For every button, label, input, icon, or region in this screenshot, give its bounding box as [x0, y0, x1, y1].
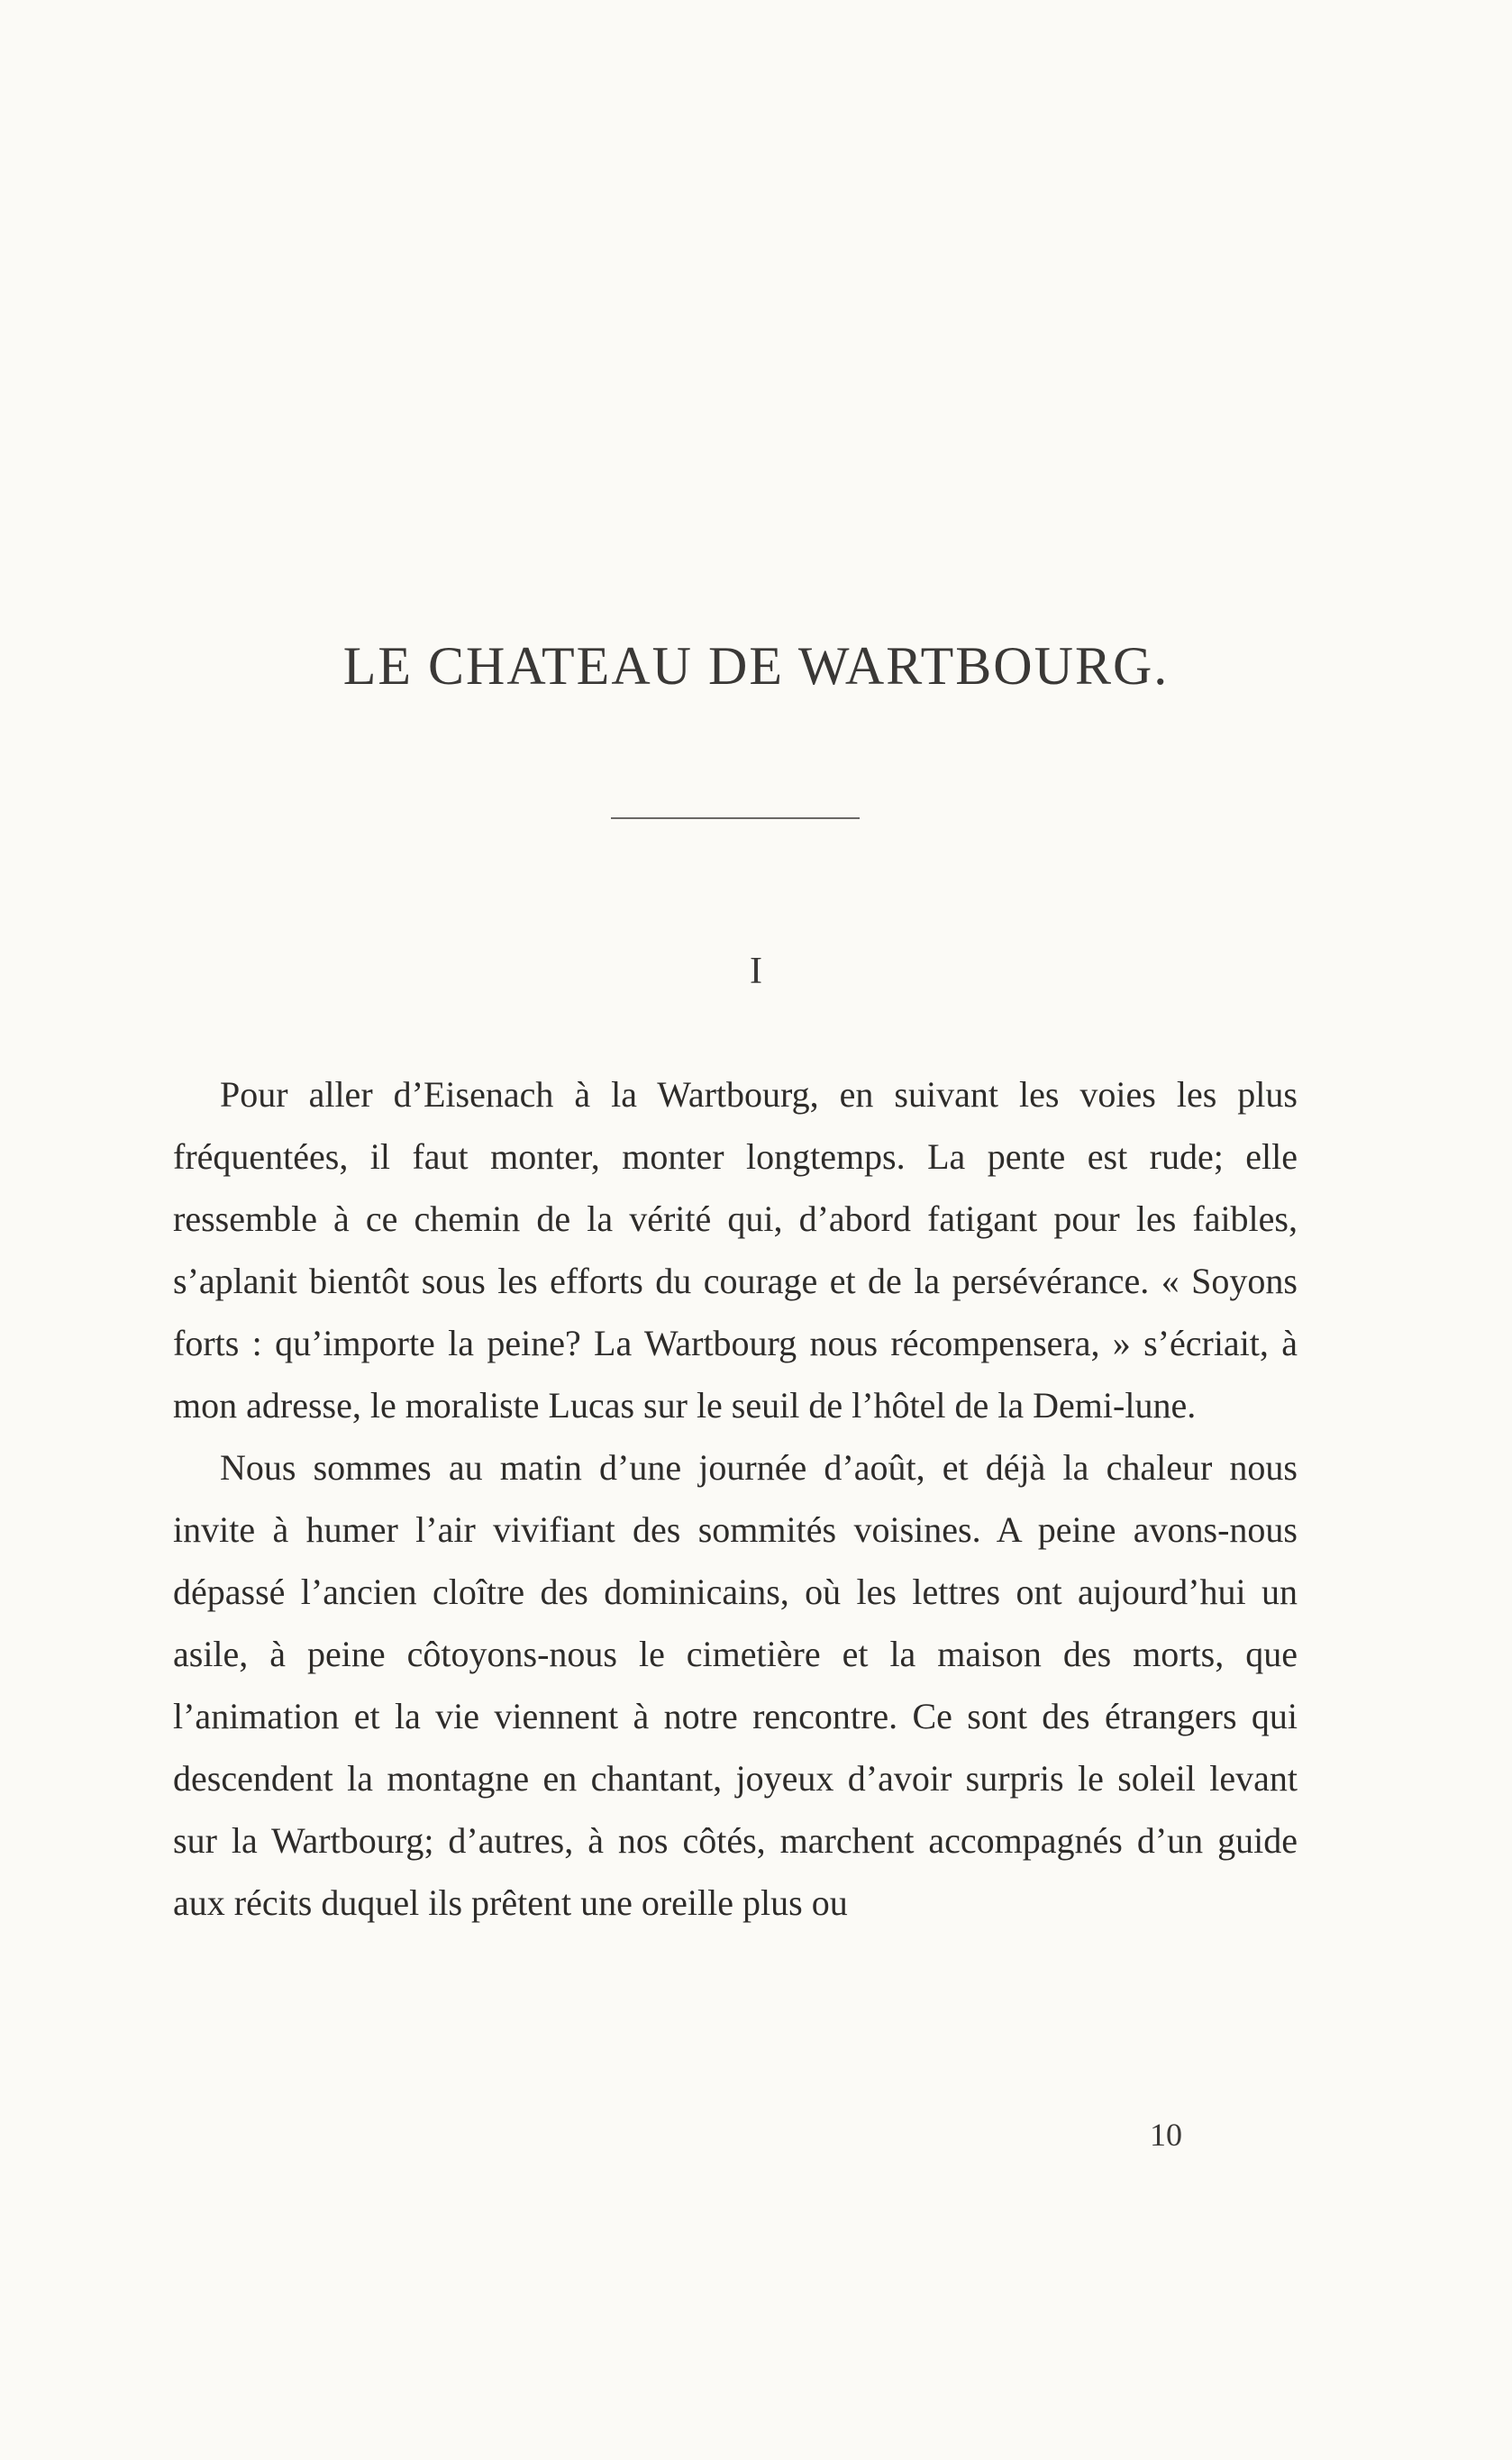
- body-text: [173, 1063, 1298, 1934]
- section-numeral: I: [750, 951, 762, 992]
- paragraph-2: Nous sommes au matin d’une journée d’août, et déjà la chaleur nous invite à humer l’air vivifiant des sommités voisines. A peine avons-nous dépassé l’ancien cloître des dominicains, où les lettres ont aujourd’hui un asile, à peine côtoyons-nous le cimetière et la maison des morts, que l’animation et la vie viennent à notre rencontre. Ce sont des étrangers qui descendent la montagne en chantant, joyeux d’avoir surpris le soleil levant sur la Wartbourg; d’autres, à nos côtés, marchent accompagnés d’un guide aux récits duquel ils prêtent une oreille plus ou: [173, 1447, 1298, 1923]
- paragraph-1: Pour aller d’Eisenach à la Wartbourg, en suivant les voies les plus fréquentées, il faut monter, monter longtemps. La pente est rude; elle ressemble à ce chemin de la vérité qui, d’abord fatigant pour les faibles, s’aplanit bientôt sous les efforts du courage et de la persévérance. « Soyons forts : qu’importe la peine? La Wartbourg nous récompensera, » s’écriait, à mon adresse, le moraliste Lucas sur le seuil de l’hôtel de la Demi-lune.: [173, 1074, 1298, 1426]
- page-number: 10: [1150, 2117, 1182, 2153]
- chapter-title: LE CHATEAU DE WARTBOURG.: [342, 636, 1170, 696]
- title-divider: [611, 817, 860, 819]
